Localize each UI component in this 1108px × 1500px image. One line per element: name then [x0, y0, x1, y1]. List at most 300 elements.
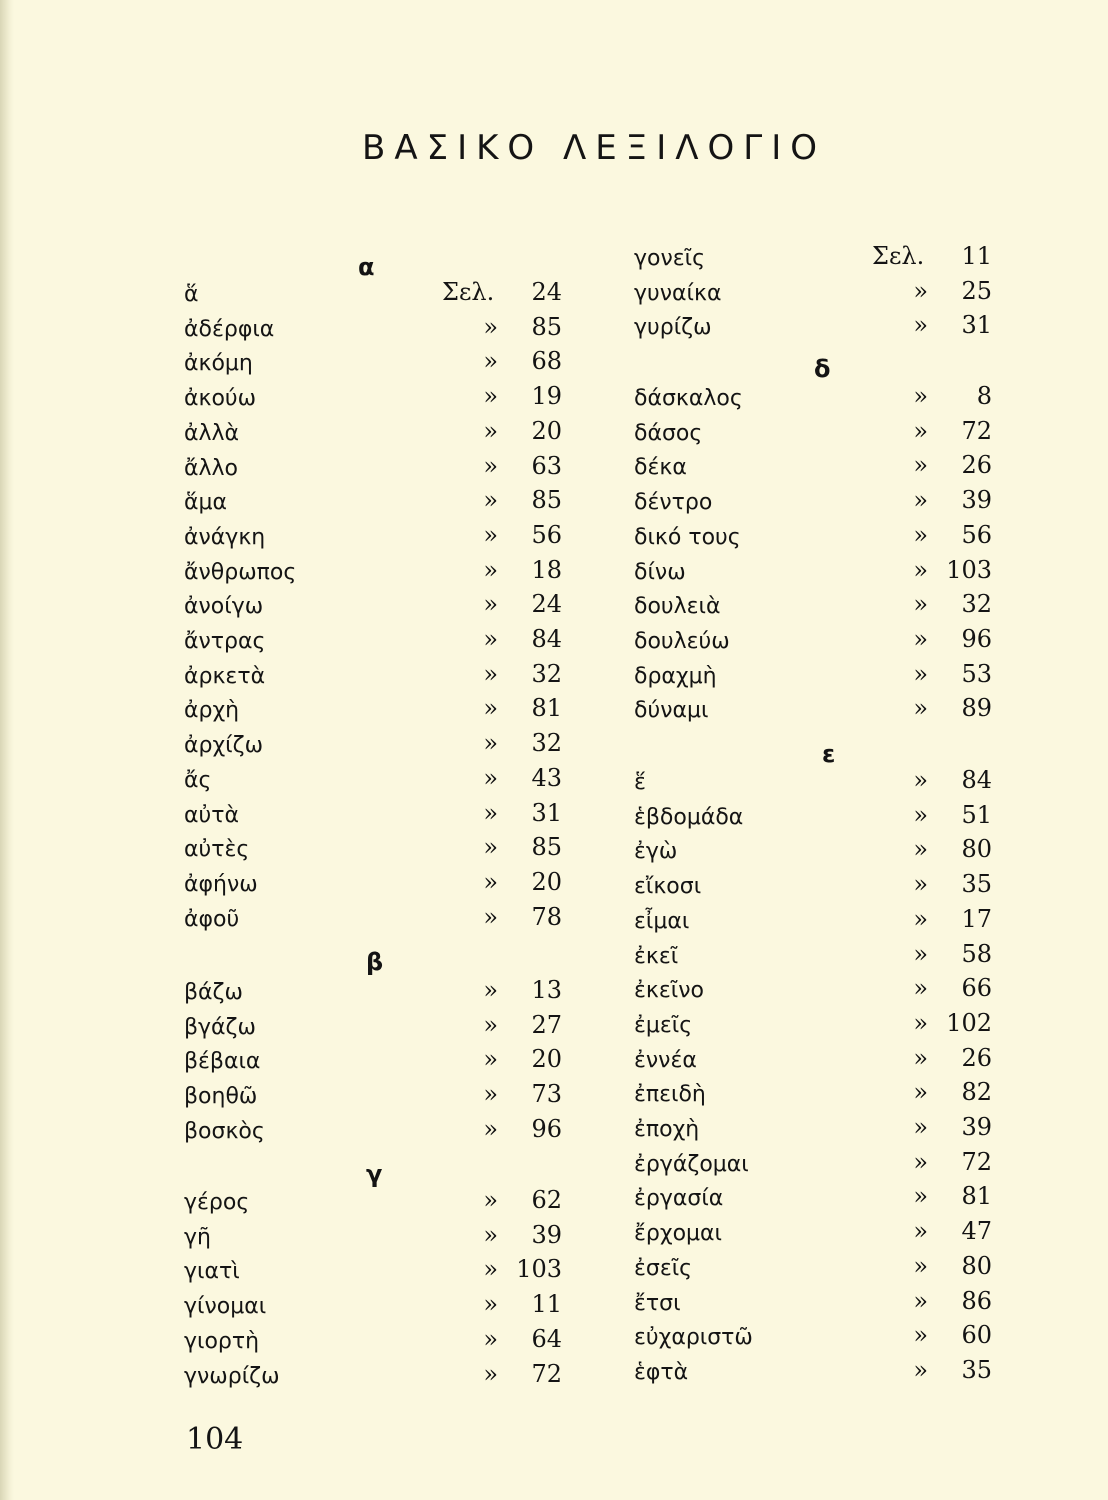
ditto-mark: » — [483, 625, 498, 653]
page-number-ref: 81 — [961, 1182, 992, 1211]
ditto-mark: » — [913, 1113, 928, 1141]
vocab-word: ἄλλο — [184, 455, 239, 481]
ditto-mark: » — [483, 1220, 498, 1249]
vocab-entry — [0, 1080, 600, 1118]
vocab-entry — [0, 520, 600, 559]
page-number-ref: 39 — [531, 1220, 562, 1249]
vocab-word: δέκα — [634, 455, 687, 481]
letter-heading-beta: β — [366, 948, 384, 976]
page-number-ref: 56 — [961, 520, 992, 549]
ditto-mark: » — [913, 486, 928, 515]
page-number-ref: 85 — [531, 312, 562, 341]
ditto-mark: » — [483, 312, 498, 341]
page-number-ref: 20 — [531, 867, 562, 896]
page-number: 104 — [186, 1422, 244, 1457]
vocab-word: ἐγὼ — [634, 839, 678, 865]
vocabulary-column-right — [620, 0, 1108, 1500]
ditto-mark: » — [483, 833, 498, 862]
vocab-entry — [620, 382, 1108, 420]
page-number-ref: 81 — [531, 694, 562, 723]
page-reference — [456, 1290, 562, 1318]
page-number-ref: 86 — [961, 1286, 992, 1315]
ditto-mark: » — [483, 1186, 498, 1214]
ditto-mark: » — [483, 1114, 498, 1143]
vocab-entry — [620, 1251, 1108, 1290]
vocab-word: ἐπειδὴ — [634, 1082, 706, 1108]
vocab-word: ἀνοίγω — [184, 594, 264, 620]
ditto-mark: » — [913, 276, 928, 305]
page-number-ref: 47 — [961, 1217, 992, 1246]
page-prefix-label: Σελ. — [872, 242, 925, 270]
page-reference — [886, 1148, 992, 1176]
ditto-mark: » — [913, 800, 928, 829]
page-number-ref: 78 — [531, 902, 562, 931]
vocab-entry — [620, 1113, 1108, 1151]
vocab-entry — [0, 867, 600, 906]
vocab-entry — [0, 278, 600, 316]
vocab-word: ἄντρας — [184, 629, 266, 654]
page-reference — [872, 242, 992, 270]
ditto-mark: » — [483, 486, 498, 515]
vocab-word: ἅ — [184, 282, 199, 307]
vocab-word: δουλεύω — [634, 628, 730, 654]
ditto-mark: » — [913, 1286, 928, 1315]
page-number-ref: 53 — [961, 659, 992, 688]
vocab-word: ἀλλὰ — [184, 420, 240, 446]
page-reference — [886, 905, 992, 933]
ditto-mark: » — [483, 416, 498, 445]
vocab-word: εἶμαι — [634, 908, 690, 934]
page-reference — [886, 1356, 992, 1384]
ditto-mark: » — [913, 1355, 928, 1384]
page-number-ref: 85 — [531, 833, 562, 862]
vocab-word: γιορτὴ — [184, 1328, 260, 1354]
page-reference — [886, 660, 992, 688]
letter-heading-alpha: α — [358, 253, 375, 281]
vocab-word: γυναίκα — [634, 280, 722, 306]
vocab-entry — [620, 486, 1108, 524]
vocab-entry — [0, 1186, 600, 1224]
vocab-entry — [0, 976, 600, 1014]
ditto-mark: » — [913, 659, 928, 688]
page-reference — [886, 1321, 992, 1349]
vocab-entry — [620, 659, 1108, 698]
ditto-mark: » — [913, 555, 928, 584]
page-reference — [886, 801, 992, 829]
vocab-word: δάσος — [634, 420, 703, 446]
vocab-word: ἐργάζομαι — [634, 1151, 749, 1177]
vocab-entry — [0, 729, 600, 767]
vocab-word: γέρος — [184, 1190, 250, 1215]
vocab-entry — [620, 416, 1108, 455]
vocab-word: ἑφτὰ — [634, 1359, 689, 1385]
ditto-mark: » — [483, 798, 498, 827]
vocab-entry — [620, 520, 1108, 559]
vocab-entry — [0, 416, 600, 455]
page-reference — [442, 278, 562, 306]
page-reference — [886, 1113, 992, 1141]
page-number-ref: 73 — [531, 1080, 562, 1109]
ditto-mark: » — [913, 974, 928, 1003]
page-reference — [886, 311, 992, 339]
page-number-ref: 84 — [961, 766, 992, 794]
vocab-entry — [620, 590, 1108, 628]
vocab-word: ἑβδομάδα — [634, 804, 744, 830]
page-reference — [456, 833, 562, 861]
vocab-word: ἐκεῖνο — [634, 978, 704, 1004]
ditto-mark: » — [483, 555, 498, 584]
page-reference — [886, 1252, 992, 1280]
page-number-ref: 103 — [946, 555, 992, 584]
vocab-word: ἐργασία — [634, 1186, 724, 1212]
page-number-ref: 96 — [531, 1114, 562, 1143]
page-number-ref: 26 — [961, 1043, 992, 1072]
ditto-mark: » — [913, 1043, 928, 1072]
vocab-word: γῆ — [184, 1224, 211, 1250]
vocab-entry — [0, 1359, 600, 1398]
page-number-ref: 32 — [961, 590, 992, 619]
page-reference — [456, 1080, 562, 1108]
page-reference — [456, 382, 562, 410]
vocab-word: δουλειὰ — [634, 594, 721, 620]
page-reference — [456, 1325, 562, 1353]
page-number-ref: 68 — [531, 347, 562, 376]
vocab-entry — [620, 1321, 1108, 1359]
ditto-mark: » — [483, 763, 498, 792]
vocab-word: βγάζω — [184, 1014, 256, 1040]
ditto-mark: » — [483, 1290, 498, 1319]
vocab-word: ἀκόμη — [184, 351, 253, 377]
vocab-entry — [620, 1182, 1108, 1220]
vocab-word: γονεῖς — [634, 246, 706, 271]
vocab-word: ἔρχομαι — [634, 1221, 722, 1247]
page-number-ref: 11 — [961, 242, 992, 270]
vocab-entry — [0, 659, 600, 698]
page-number-ref: 32 — [531, 729, 562, 758]
vocab-word: ἀνάγκη — [184, 524, 266, 550]
page-reference — [456, 764, 562, 792]
ditto-mark: » — [913, 382, 928, 410]
vocab-word: βάζω — [184, 980, 243, 1005]
vocab-entry — [620, 1043, 1108, 1082]
vocab-entry — [0, 555, 600, 594]
page-number-ref: 25 — [961, 276, 992, 305]
page-reference — [886, 835, 992, 863]
page-number-ref: 19 — [531, 382, 562, 411]
page-number-ref: 24 — [531, 590, 562, 619]
page-reference — [886, 521, 992, 549]
page-number-ref: 80 — [961, 1251, 992, 1280]
page-number-ref: 27 — [531, 1010, 562, 1039]
ditto-mark: » — [913, 1321, 928, 1350]
vocab-word: αὐτὲς — [184, 837, 250, 863]
page-reference — [456, 660, 562, 688]
vocab-entry — [620, 939, 1108, 978]
page-number-ref: 32 — [531, 659, 562, 688]
ditto-mark: » — [483, 902, 498, 931]
vocab-entry — [620, 451, 1108, 489]
page-number-ref: 11 — [531, 1290, 562, 1319]
ditto-mark: » — [913, 939, 928, 968]
vocab-word: βοηθῶ — [184, 1084, 258, 1110]
letter-heading-epsilon: ε — [822, 740, 836, 768]
ditto-mark: » — [913, 1078, 928, 1107]
vocab-entry — [0, 1290, 600, 1328]
page-number-ref: 72 — [961, 1147, 992, 1176]
ditto-mark: » — [913, 870, 928, 899]
page-reference — [886, 590, 992, 618]
vocab-entry — [0, 1255, 600, 1293]
vocab-word: ἄς — [184, 767, 212, 793]
page-reference — [886, 486, 992, 514]
page-reference — [886, 556, 992, 584]
page-number-ref: 103 — [516, 1255, 562, 1284]
page-reference — [456, 625, 562, 653]
vocab-entry — [620, 835, 1108, 873]
vocab-entry — [620, 624, 1108, 663]
vocab-entry — [620, 974, 1108, 1012]
ditto-mark: » — [913, 451, 928, 480]
page-number-ref: 63 — [531, 451, 562, 480]
page-prefix-label: Σελ. — [442, 278, 495, 306]
vocab-entry — [620, 694, 1108, 732]
ditto-mark: » — [913, 766, 928, 794]
page-number-ref: 56 — [531, 520, 562, 549]
ditto-mark: » — [483, 867, 498, 896]
letter-heading-gamma: γ — [366, 1160, 383, 1188]
vocab-word: ἐκεῖ — [634, 943, 679, 969]
vocab-entry — [0, 1114, 600, 1153]
ditto-mark: » — [913, 520, 928, 549]
vocab-entry — [0, 1010, 600, 1049]
page-number-ref: 43 — [531, 763, 562, 792]
ditto-mark: » — [483, 1324, 498, 1353]
ditto-mark: » — [913, 1217, 928, 1246]
ditto-mark: » — [483, 1045, 498, 1074]
ditto-mark: » — [913, 416, 928, 445]
vocab-word: ἔτσι — [634, 1290, 681, 1316]
page-reference — [456, 1011, 562, 1039]
ditto-mark: » — [913, 1182, 928, 1211]
page-reference — [456, 452, 562, 480]
page-reference — [456, 1045, 562, 1073]
page-number-ref: 8 — [976, 382, 992, 410]
vocab-word: ἐννέα — [634, 1047, 697, 1073]
vocab-entry — [0, 1324, 600, 1363]
page-number-ref: 26 — [961, 451, 992, 480]
vocab-entry — [620, 800, 1108, 839]
vocab-word: γνωρίζω — [184, 1363, 280, 1389]
ditto-mark: » — [483, 347, 498, 376]
page-reference — [456, 799, 562, 827]
ditto-mark: » — [483, 382, 498, 411]
page-number-ref: 20 — [531, 416, 562, 445]
page-reference — [886, 277, 992, 305]
vocab-word: ἀφήνω — [184, 871, 258, 897]
vocab-entry — [620, 276, 1108, 315]
page-number-ref: 84 — [531, 625, 562, 653]
vocab-entry — [0, 1045, 600, 1083]
vocab-entry — [0, 902, 600, 941]
page-reference — [886, 1044, 992, 1072]
page-reference — [456, 1186, 562, 1214]
page-number-ref: 60 — [961, 1321, 992, 1350]
vocab-entry — [620, 242, 1108, 280]
vocab-word: δάσκαλος — [634, 386, 743, 411]
page-reference — [886, 1182, 992, 1210]
vocab-word: δέντρο — [634, 490, 713, 516]
page-reference — [456, 1115, 562, 1143]
ditto-mark: » — [483, 976, 498, 1004]
page-reference — [886, 870, 992, 898]
page-number-ref: 85 — [531, 486, 562, 515]
page-title: ΒΑΣΙΚΟ ΛΕΞΙΛΟΓΙΟ — [362, 128, 826, 168]
vocab-word: γυρίζω — [634, 315, 712, 341]
ditto-mark: » — [483, 590, 498, 619]
page-reference — [456, 694, 562, 722]
page-number-ref: 51 — [961, 800, 992, 829]
vocab-entry — [0, 694, 600, 732]
vocab-entry — [0, 625, 600, 663]
vocab-word: εὐχαριστῶ — [634, 1325, 753, 1351]
ditto-mark: » — [483, 729, 498, 758]
vocab-word: εἴκοσι — [634, 874, 702, 900]
vocab-entry — [0, 312, 600, 351]
page-number-ref: 80 — [961, 835, 992, 864]
page-reference — [886, 1287, 992, 1315]
vocab-entry — [0, 763, 600, 802]
page-number-ref: 89 — [961, 694, 992, 723]
page-number-ref: 18 — [531, 555, 562, 584]
vocab-word: ἐμεῖς — [634, 1012, 693, 1038]
page-number-ref: 35 — [961, 870, 992, 899]
vocab-word: αὐτὰ — [184, 802, 239, 828]
vocab-word: δύναμι — [634, 698, 709, 724]
vocab-word: δραχμὴ — [634, 663, 717, 689]
vocab-entry — [620, 1008, 1108, 1047]
page-reference — [456, 521, 562, 549]
vocab-word: ἀρχὴ — [184, 698, 240, 724]
vocab-entry — [0, 798, 600, 837]
page-reference — [886, 766, 992, 794]
page-number-ref: 24 — [531, 278, 562, 306]
page-number-ref: 66 — [961, 974, 992, 1003]
vocab-word: ἄνθρωπος — [184, 559, 297, 585]
page-reference — [886, 1078, 992, 1106]
vocab-entry — [620, 1147, 1108, 1186]
vocab-word: γίνομαι — [184, 1294, 267, 1320]
vocab-entry — [620, 1355, 1108, 1394]
ditto-mark: » — [483, 1010, 498, 1039]
vocab-word: ἐσεῖς — [634, 1255, 693, 1281]
page-reference — [886, 1217, 992, 1245]
vocab-entry — [0, 486, 600, 524]
ditto-mark: » — [913, 694, 928, 723]
page-reference — [456, 976, 562, 1004]
vocab-word: δικό τους — [634, 524, 741, 550]
vocab-word: ἅμα — [184, 490, 228, 516]
page-reference — [456, 1255, 562, 1283]
vocab-entry — [620, 1286, 1108, 1325]
page-number-ref: 20 — [531, 1045, 562, 1074]
ditto-mark: » — [913, 904, 928, 933]
vocab-word: ἀκούω — [184, 386, 257, 412]
page-reference — [456, 486, 562, 514]
ditto-mark: » — [913, 1251, 928, 1280]
page-number-ref: 72 — [531, 1359, 562, 1388]
page-number-ref: 96 — [961, 624, 992, 653]
page-number-ref: 31 — [961, 311, 992, 340]
ditto-mark: » — [913, 624, 928, 653]
vocab-word: ἐποχὴ — [634, 1117, 700, 1142]
ditto-mark: » — [913, 835, 928, 864]
vocab-entry — [620, 904, 1108, 943]
vocab-entry — [0, 382, 600, 420]
page-reference — [456, 556, 562, 584]
vocab-entry — [0, 451, 600, 490]
page-reference — [886, 417, 992, 445]
vocab-entry — [0, 1220, 600, 1259]
page-reference — [886, 974, 992, 1002]
ditto-mark: » — [913, 1008, 928, 1037]
page-number-ref: 102 — [946, 1008, 992, 1037]
page-number-ref: 39 — [961, 486, 992, 515]
page-reference — [886, 940, 992, 968]
ditto-mark: » — [483, 1359, 498, 1388]
page-reference — [456, 1360, 562, 1388]
page-number-ref: 64 — [531, 1324, 562, 1353]
page-reference — [886, 382, 992, 410]
vocab-word: βέβαια — [184, 1049, 261, 1075]
ditto-mark: » — [483, 694, 498, 723]
page-reference — [456, 590, 562, 618]
vocab-word: δίνω — [634, 559, 686, 585]
page-number-ref: 31 — [531, 798, 562, 827]
page-reference — [456, 417, 562, 445]
page-number-ref: 35 — [961, 1355, 992, 1384]
page-number-ref: 72 — [961, 416, 992, 445]
vocab-word: ἕ — [634, 770, 646, 795]
page-number-ref: 82 — [961, 1078, 992, 1107]
vocab-entry — [0, 347, 600, 385]
page-number-ref: 13 — [531, 976, 562, 1004]
page-number-ref: 17 — [961, 904, 992, 933]
vocab-word: ἀδέρφια — [184, 316, 275, 342]
vocab-entry — [620, 311, 1108, 349]
ditto-mark: » — [483, 520, 498, 549]
vocab-entry — [620, 1217, 1108, 1255]
vocab-word: γιατὶ — [184, 1259, 240, 1285]
vocab-word: βοσκὸς — [184, 1118, 265, 1144]
ditto-mark: » — [483, 1255, 498, 1284]
vocab-entry — [620, 870, 1108, 908]
vocab-entry — [620, 555, 1108, 594]
page-reference — [886, 694, 992, 722]
ditto-mark: » — [913, 1147, 928, 1176]
vocab-entry — [0, 590, 600, 628]
ditto-mark: » — [913, 590, 928, 619]
page-reference — [886, 1009, 992, 1037]
vocab-entry — [620, 1078, 1108, 1116]
page-reference — [456, 313, 562, 341]
page-number-ref: 39 — [961, 1113, 992, 1141]
page-reference — [456, 729, 562, 757]
page-reference — [886, 625, 992, 653]
ditto-mark: » — [913, 311, 928, 340]
vocab-word: ἀφοῦ — [184, 906, 240, 932]
page-reference — [456, 347, 562, 375]
vocab-entry — [0, 833, 600, 871]
